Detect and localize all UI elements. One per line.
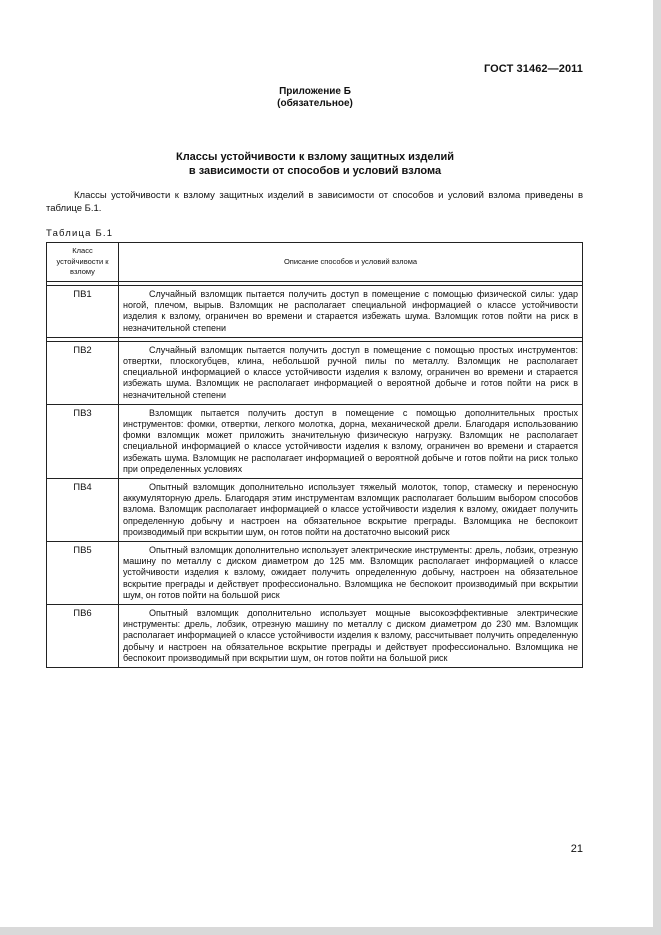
description-cell: Случайный взломщик пытается получить доступ в помещение с помощью простых инструментов: отвертки, плоскогубцев, клина, небольшой ручной пилы по металлу. Взломщик не располагает специальной информацией о классе устойчивости изделия к взлому, ограничен во времени и старается избежать шума. Взломщик не располагает информацией о вероятной добыче и готов пойти на риск в незначительной степени (119, 341, 583, 404)
section-title-line1: Классы устойчивости к взлому защитных изделий (175, 151, 454, 163)
table-header-row (47, 243, 583, 282)
resistance-classes-table (46, 242, 583, 668)
description-cell: Случайный взломщик пытается получить доступ в помещение с помощью физической силы: удар ногой, плечом, вырыв. Взломщик не располагает специальной информацией о классе устойчивости изделия к взлому, ограничен во времени и старается избежать шума. Взломщик готов пойти на риск в незначительной степени (119, 286, 583, 338)
class-cell: ПВ2 (47, 341, 119, 404)
class-cell: ПВ4 (47, 479, 119, 542)
annex-status: (обязательное) (277, 98, 353, 109)
page-edge-right (653, 0, 661, 935)
table-row (47, 341, 583, 404)
section-title-line2: в зависимости от способов и условий взлома (188, 165, 442, 177)
table-row (47, 286, 583, 338)
table-row (47, 542, 583, 605)
header-class: Класс устойчивости к взлому (47, 243, 119, 282)
table-row (47, 479, 583, 542)
annex-title: Приложение Б (279, 86, 351, 97)
annex-heading (0, 86, 630, 110)
class-cell: ПВ1 (47, 286, 119, 338)
description-cell: Опытный взломщик дополнительно использует мощные высокоэффективные электрические инструменты: дрель, лобзик, отрезную машину по металлу с диском диаметром до 230 мм. Взломщик располагает информацией о классе устойчивости изделия к взлому, рассчитывает получить определенную добычу и настроен на обязательное вскрытие преграды и действует профессионально. Взломщика не беспокоит производимый при вскрытии шум, он готов пойти на большой риск (119, 605, 583, 668)
section-title (0, 150, 630, 178)
header-description: Описание способов и условий взлома (119, 243, 583, 282)
table-row (47, 605, 583, 668)
description-cell: Опытный взломщик дополнительно использует электрические инструменты: дрель, лобзик, отрезную машину по металлу с диском диаметром до 125 мм. Взломщик располагает информацией о классе устойчивости изделия к взлому, ожидает получить определенную добычу, настроен на обязательное вскрытие преграды и действует профессионально. Взломщика не беспокоит производимый при вскрытии шум, он готов пойти на большой риск (119, 542, 583, 605)
class-cell: ПВ6 (47, 605, 119, 668)
table-label: Таблица Б.1 (46, 228, 114, 239)
description-cell: Взломщик пытается получить доступ в помещение с помощью дополнительных простых инструментов: фомки, отвертки, легкого молотка, дорна, механической дрели. Благодаря использованию фомки взломщик может приложить значительную физическую нагрузку. Взломщик не располагает специальной информацией о классе устойчивости изделия к взлому, ограничен во времени и старается избежать шума. Взломщик не располагает информацией о вероятной добыче и готов пойти на риск только при определенных условиях (119, 404, 583, 478)
class-cell: ПВ3 (47, 404, 119, 478)
page-edge-bottom (0, 927, 661, 935)
description-cell: Опытный взломщик дополнительно использует тяжелый молоток, топор, стамеску и переносную аккумуляторную дрель. Благодаря этим инструментам взломщик располагает большим выбором способов взлома. Взломщик располагает информацией о классе устойчивости изделия к взлому, ожидает получить определенную добычу и настроен на обязательное вскрытие преграды. Взломщика не беспокоит производимый при вскрытии шум, он готов пойти на достаточно высокий риск (119, 479, 583, 542)
table-row (47, 404, 583, 478)
class-cell: ПВ5 (47, 542, 119, 605)
intro-paragraph: Классы устойчивости к взлому защитных изделий в зависимости от способов и условий взлома приведены в таблице Б.1. (46, 190, 583, 214)
standard-number: ГОСТ 31462—2011 (483, 63, 583, 75)
page-number: 21 (570, 843, 583, 855)
